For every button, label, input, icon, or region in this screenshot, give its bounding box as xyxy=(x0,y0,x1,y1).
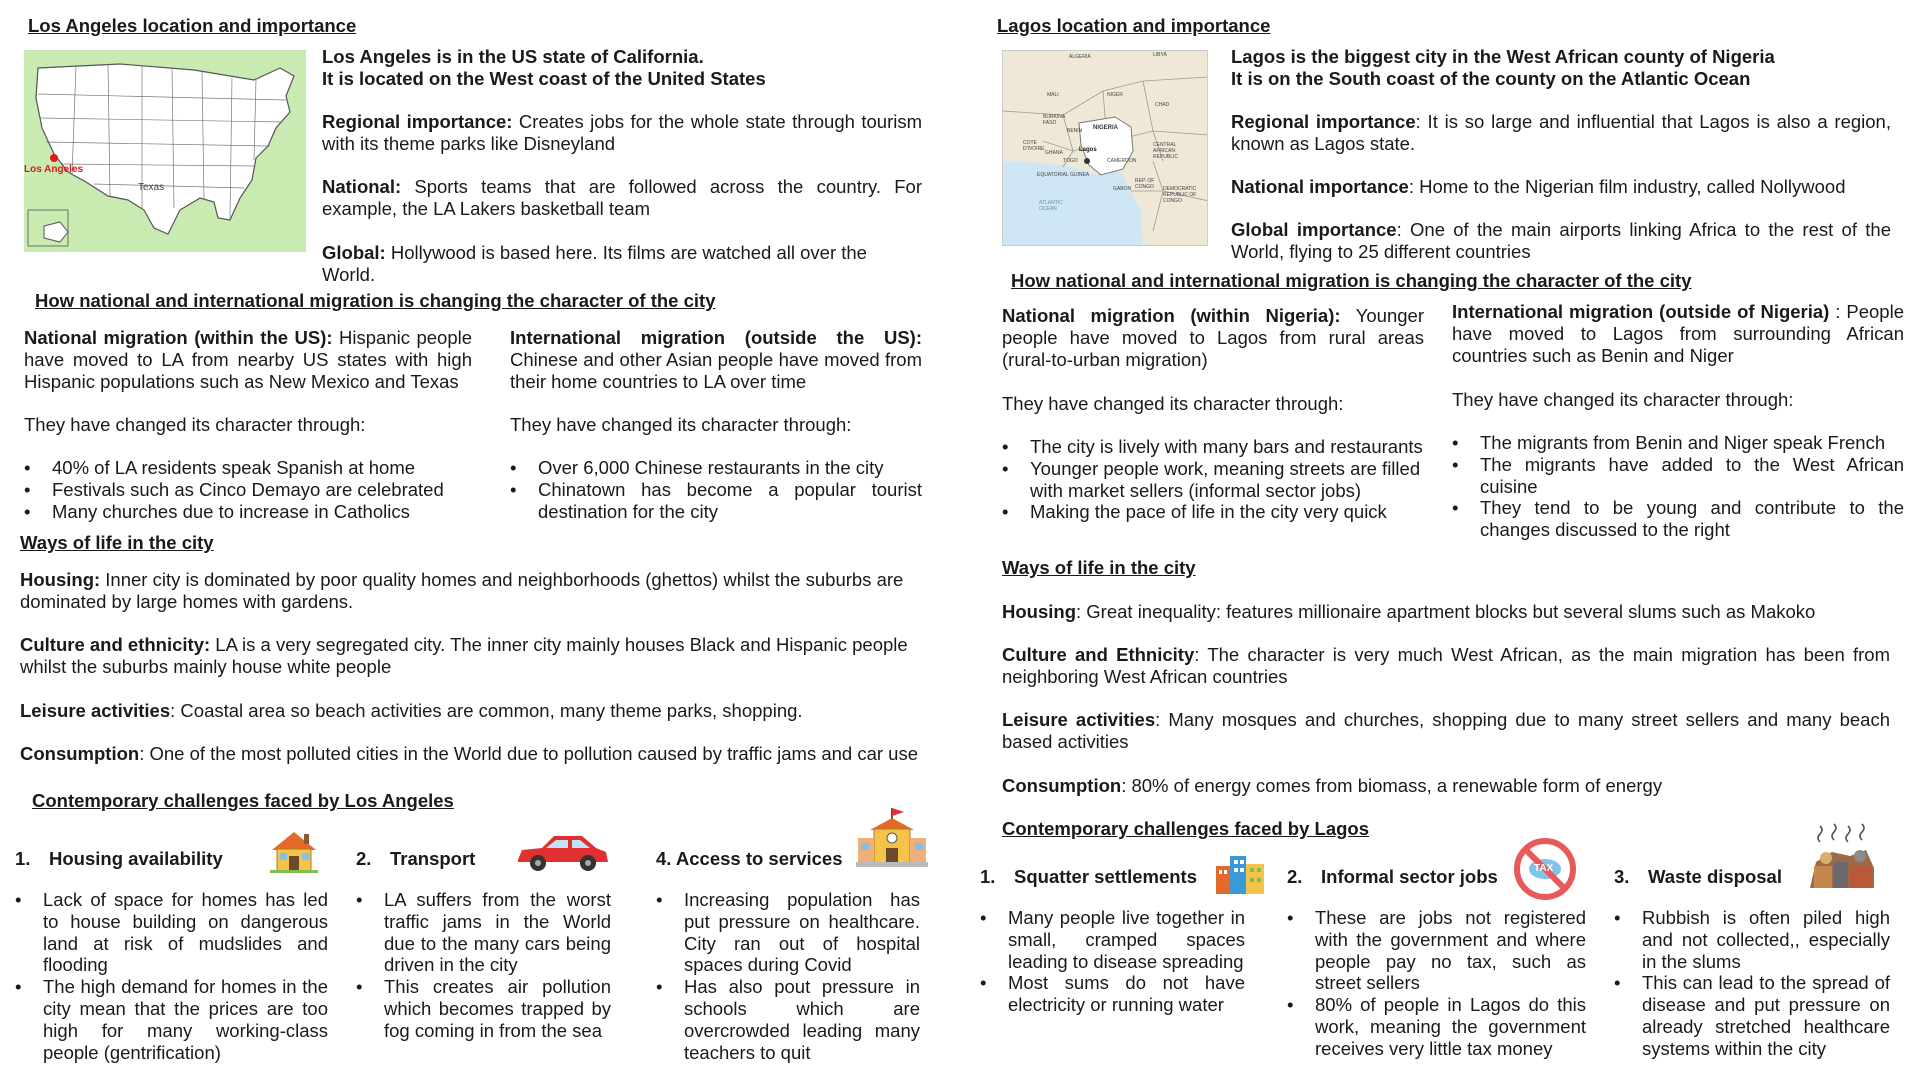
la-intro xyxy=(322,46,922,90)
lagos-culture-text: : The character is very much West African, as the main migration has been from neighboring West African countries xyxy=(1002,644,1891,687)
map-label: ALGERIA xyxy=(1069,54,1091,60)
la-culture xyxy=(20,634,920,678)
lagos-challenges-heading: Contemporary challenges faced by Lagos xyxy=(1002,818,1370,839)
car-icon xyxy=(512,832,612,879)
lagos-international-migration xyxy=(1452,301,1904,366)
map-label-los-angeles: Los Angeles xyxy=(24,164,84,175)
list-item: • Most sums do not have electricity or running water xyxy=(980,972,1245,1016)
lagos-national-text: : Home to the Nigerian film industry, called Nollywood xyxy=(1408,176,1846,197)
lagos-int-changed: They have changed its character through: xyxy=(1452,389,1794,410)
lagos-nat-changed: They have changed its character through: xyxy=(1002,393,1344,414)
la-global-label: Global: xyxy=(322,242,386,263)
lagos-culture-label: Culture and Ethnicity xyxy=(1002,644,1195,665)
map-label: BURKINA FASO xyxy=(1043,114,1065,126)
no-tax-icon xyxy=(1512,836,1578,902)
list-item: • The city is lively with many bars and restaurants xyxy=(1002,436,1426,458)
lagos-intro xyxy=(1231,46,1891,90)
map-label: EQUATORIAL GUINEA xyxy=(1037,172,1090,178)
lagos-housing-text: : Great inequality: features millionaire apartment blocks but several slums such as Makoko xyxy=(1076,601,1816,622)
la-leisure-text: : Coastal area so beach activities are common, many theme parks, shopping. xyxy=(170,700,803,721)
lagos-ways-heading: Ways of life in the city xyxy=(1002,557,1196,578)
la-regional-importance xyxy=(322,111,922,155)
la-challenge-2-title xyxy=(356,848,475,870)
la-challenges-heading: Contemporary challenges faced by Los Angeles xyxy=(32,790,454,811)
lagos-regional-text: : It is so large and influential that Lagos is also a region, known as Lagos state. xyxy=(1231,111,1891,154)
map-label: REP. OF CONGO xyxy=(1135,178,1155,190)
list-item: • The high demand for homes in the city mean that the prices are too high for many working-class people (gentrification) xyxy=(15,976,328,1063)
la-ch2-num: 2. xyxy=(356,848,372,869)
lagos-global-importance xyxy=(1231,219,1891,263)
la-national-importance xyxy=(322,176,922,220)
list-item: • They tend to be young and contribute to the changes discussed to the right xyxy=(1452,497,1904,541)
la-consumption xyxy=(20,743,920,765)
lagos-int-mig-text: : People have moved to Lagos from surrounding African countries such as Benin and Niger xyxy=(1452,301,1904,366)
lagos-nat-bullets xyxy=(1002,436,1426,523)
lagos-ch1-num: 1. xyxy=(980,866,996,887)
list-item: • Many people live together in small, cramped spaces leading to disease spreading xyxy=(980,907,1245,972)
lagos-ch3-num: 3. xyxy=(1614,866,1630,887)
lagos-global-text: : One of the main airports linking Africa to the rest of the World, flying to 25 different countries xyxy=(1231,219,1891,262)
map-label: MALI xyxy=(1047,92,1059,98)
list-item: • Over 6,000 Chinese restaurants in the city xyxy=(510,457,922,479)
lagos-nat-mig-text: Younger people have moved to Lagos from rural areas (rural-to-urban migration) xyxy=(1002,305,1424,370)
list-item: • 40% of LA residents speak Spanish at home xyxy=(24,457,474,479)
lagos-intro-line2: It is on the South coast of the county on the Atlantic Ocean xyxy=(1231,67,1751,89)
la-intro-line1: Los Angeles is in the US state of California. xyxy=(322,46,704,67)
list-item: • Festivals such as Cinco Demayo are celebrated xyxy=(24,479,474,501)
list-item: • The migrants have added to the West African cuisine xyxy=(1452,454,1904,498)
list-item: • Lack of space for homes has led to house building on dangerous land at risk of mudslides and flooding xyxy=(15,889,328,976)
list-item: • Younger people work, meaning streets are filled with market sellers (informal sector jobs) xyxy=(1002,458,1426,502)
la-consumption-text: : One of the most polluted cities in the World due to pollution caused by traffic jams and car use xyxy=(139,743,919,764)
map-label: DEMOCRATIC REPUBLIC OF CONGO xyxy=(1163,186,1197,204)
lagos-challenge-1-title xyxy=(980,866,1197,888)
la-int-changed: They have changed its character through: xyxy=(510,414,852,435)
map-label: TOGO xyxy=(1063,158,1078,164)
la-leisure-label: Leisure activities xyxy=(20,700,171,721)
map-label: CHAD xyxy=(1155,102,1170,108)
lagos-housing xyxy=(1002,601,1902,623)
map-label: NIGERIA xyxy=(1093,125,1119,131)
la-nat-mig-text: Hispanic people have moved to LA from nearby US states with high Hispanic populations such as New Mexico and Texas xyxy=(24,327,473,392)
lagos-location-heading: Lagos location and importance xyxy=(997,15,1271,36)
la-ways-heading: Ways of life in the city xyxy=(20,532,214,553)
map-label: GHANA xyxy=(1045,150,1063,156)
map-label-texas: Texas xyxy=(138,182,165,193)
la-global-text: Hollywood is based here. Its films are watched all over the World. xyxy=(322,242,867,285)
map-label: CENTRAL AFRICAN REPUBLIC xyxy=(1153,142,1179,160)
la-culture-text: LA is a very segregated city. The inner city mainly houses Black and Hispanic people whilst the suburbs mainly house white people xyxy=(20,634,908,677)
la-ch3-bullets xyxy=(656,889,920,1064)
la-culture-label: Culture and ethnicity: xyxy=(20,634,211,655)
la-regional-label: Regional importance: xyxy=(322,111,513,132)
la-regional-text: Creates jobs for the whole state through tourism with its theme parks like Disneyland xyxy=(322,111,923,154)
list-item: • The migrants from Benin and Niger speak French xyxy=(1452,432,1904,454)
la-nat-mig-label: National migration (within the US): xyxy=(24,327,333,348)
la-int-bullets xyxy=(510,457,922,522)
la-int-mig-text: Chinese and other Asian people have moved from their home countries to LA over time xyxy=(510,348,922,392)
lagos-ch2-title-text: Informal sector jobs xyxy=(1321,866,1498,887)
map-label-lagos: Lagos xyxy=(1079,147,1097,153)
lagos-national-label: National importance xyxy=(1231,176,1409,197)
waste-pile-icon xyxy=(1806,822,1878,897)
lagos-challenge-2-title xyxy=(1287,866,1498,888)
lagos-consumption-text: : 80% of energy comes from biomass, a renewable form of energy xyxy=(1121,775,1663,796)
lagos-national-importance xyxy=(1231,176,1891,198)
lagos-consumption xyxy=(1002,775,1902,797)
usa-map-image xyxy=(24,50,306,252)
la-ch1-bullets xyxy=(15,889,328,1064)
lagos-intro-line1: Lagos is the biggest city in the West African county of Nigeria xyxy=(1231,46,1775,67)
la-global-importance xyxy=(322,242,922,286)
la-ch1-title-text: Housing availability xyxy=(49,848,223,869)
la-intro-line2: It is located on the West coast of the United States xyxy=(322,67,766,89)
la-migration-heading: How national and international migration is changing the character of the city xyxy=(35,290,716,311)
lagos-int-mig-label: International migration (outside of Nigeria) xyxy=(1452,301,1830,322)
map-label: LIBYA xyxy=(1153,52,1167,58)
school-icon xyxy=(856,806,928,875)
map-label: NIGER xyxy=(1107,92,1123,98)
map-label: GABON xyxy=(1113,186,1132,192)
list-item: • These are jobs not registered with the government and where people pay no tax, such as street sellers xyxy=(1287,907,1586,994)
map-label: COTE D'IVOIRE xyxy=(1023,140,1045,152)
lagos-leisure xyxy=(1002,709,1890,753)
la-nat-changed: They have changed its character through: xyxy=(24,414,366,435)
la-ch2-title-text: Transport xyxy=(390,848,476,869)
list-item: • Making the pace of life in the city very quick xyxy=(1002,501,1426,523)
la-national-label: National: xyxy=(322,176,402,197)
la-challenge-3-title: 4. Access to services xyxy=(656,848,843,869)
tax-label: TAX xyxy=(1534,863,1554,874)
list-item: • This creates air pollution which becomes trapped by fog coming in from the sea xyxy=(356,976,611,1041)
map-label: BENIN xyxy=(1067,128,1083,134)
lagos-leisure-label: Leisure activities xyxy=(1002,709,1156,730)
lagos-migration-heading: How national and international migration is changing the character of the city xyxy=(1011,270,1692,291)
lagos-nat-mig-label: National migration (within Nigeria): xyxy=(1002,305,1341,326)
lagos-ch1-bullets xyxy=(980,907,1245,1016)
lagos-national-migration xyxy=(1002,305,1424,370)
list-item: • 80% of people in Lagos do this work, meaning the government receives very little tax money xyxy=(1287,994,1586,1059)
buildings-icon xyxy=(1214,852,1266,899)
la-challenge-1-title xyxy=(15,848,223,870)
nigeria-map-image xyxy=(1002,50,1208,246)
lagos-leisure-text: : Many mosques and churches, shopping due to many street sellers and many beach based activities xyxy=(1002,709,1890,752)
lagos-global-label: Global importance xyxy=(1231,219,1397,240)
list-item: • Increasing population has put pressure on healthcare. City ran out of hospital spaces during Covid xyxy=(656,889,920,976)
list-item: • Has also pout pressure in schools which are overcrowded leading many teachers to quit xyxy=(656,976,920,1063)
lagos-ch3-bullets xyxy=(1614,907,1890,1060)
lagos-ch1-title-text: Squatter settlements xyxy=(1014,866,1197,887)
map-label: ATLANTIC OCEAN xyxy=(1039,200,1063,212)
lagos-consumption-label: Consumption xyxy=(1002,775,1122,796)
list-item: • This can lead to the spread of disease and put pressure on already stretched healthcare systems within the city xyxy=(1614,972,1890,1059)
lagos-ch3-title-text: Waste disposal xyxy=(1648,866,1782,887)
list-item: • Rubbish is often piled high and not collected,, especially in the slums xyxy=(1614,907,1890,972)
list-item: • Many churches due to increase in Catholics xyxy=(24,501,474,523)
lagos-regional-label: Regional importance xyxy=(1231,111,1416,132)
lagos-int-bullets xyxy=(1452,432,1904,541)
lagos-ch2-num: 2. xyxy=(1287,866,1303,887)
la-national-text: Sports teams that are followed across the country. For example, the LA Lakers basketball team xyxy=(322,176,922,219)
lagos-regional-importance xyxy=(1231,111,1891,155)
la-housing xyxy=(20,569,920,613)
map-label: CAMEROON xyxy=(1107,158,1137,164)
la-national-migration xyxy=(24,327,472,392)
la-housing-label: Housing: xyxy=(20,569,101,590)
lagos-challenge-3-title xyxy=(1614,866,1782,888)
la-housing-text: Inner city is dominated by poor quality homes and neighborhoods (ghettos) whilst the suburbs are dominated by large homes with gardens. xyxy=(20,569,904,612)
lagos-housing-label: Housing xyxy=(1002,601,1076,622)
la-international-migration xyxy=(510,327,922,392)
la-ch1-num: 1. xyxy=(15,848,31,869)
list-item: • Chinatown has become a popular tourist destination for the city xyxy=(510,479,922,523)
la-ch2-bullets xyxy=(356,889,611,1042)
la-location-heading: Los Angeles location and importance xyxy=(28,15,357,36)
la-nat-bullets xyxy=(24,457,474,522)
house-icon xyxy=(268,828,320,879)
la-leisure xyxy=(20,700,920,722)
list-item: • LA suffers from the worst traffic jams in the World due to the many cars being driven in the city xyxy=(356,889,611,976)
lagos-culture xyxy=(1002,644,1890,688)
la-int-mig-label: International migration (outside the US): xyxy=(510,327,922,348)
lagos-ch2-bullets xyxy=(1287,907,1586,1060)
usa-map-icon xyxy=(24,50,306,252)
la-consumption-label: Consumption xyxy=(20,743,140,764)
la-location-marker xyxy=(50,154,58,162)
